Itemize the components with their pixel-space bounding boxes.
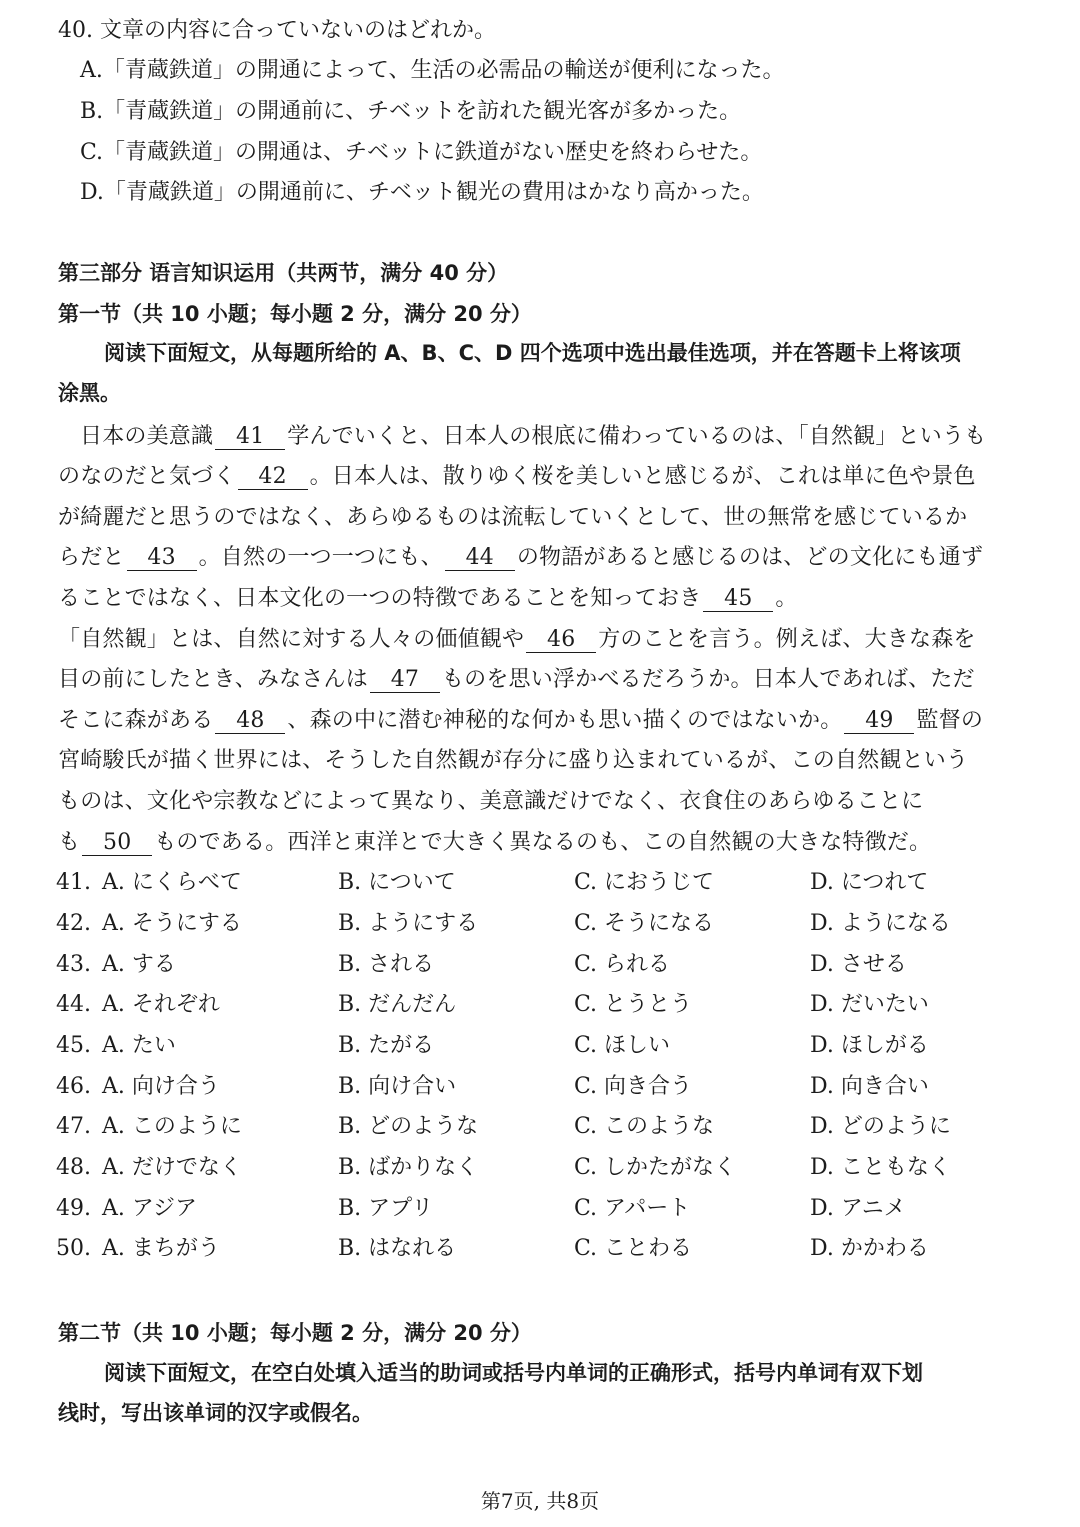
passage-line-4 — [58, 543, 983, 573]
choice-number: 46. — [56, 1074, 91, 1099]
choice-d: D. させる — [810, 952, 907, 977]
blank-48: 48 — [215, 709, 285, 734]
passage-text: のなのだと気づく — [58, 464, 236, 489]
choice-a: A. まちがう — [102, 1236, 220, 1261]
choice-a: A. そうにする — [102, 911, 242, 936]
choice-number: 50. — [56, 1236, 91, 1261]
blank-45: 45 — [703, 587, 773, 612]
passage-text: ものである。西洋と東洋とで大きく異なるのも、この自然観の大きな特徴だ。 — [154, 830, 932, 855]
passage-line-10: ものは、文化や宗教などによって異なり、美意識だけでなく、衣食住のあらゆることに — [58, 789, 924, 814]
choice-row-50 — [0, 1234, 1080, 1264]
choice-a: A. だけでなく — [102, 1155, 242, 1180]
blank-49: 49 — [844, 709, 914, 734]
choice-d: D. だいたい — [810, 992, 929, 1017]
choice-b: B. 向け合い — [338, 1074, 457, 1099]
choice-c: C. ほしい — [574, 1033, 671, 1058]
choice-row-47 — [0, 1112, 1080, 1142]
blank-43: 43 — [127, 546, 197, 571]
choice-d: D. につれて — [810, 870, 929, 895]
choice-number: 42. — [56, 911, 91, 936]
passage-line-8 — [58, 706, 983, 736]
blank-47: 47 — [370, 668, 440, 693]
choice-number: 45. — [56, 1033, 91, 1058]
choice-row-43 — [0, 950, 1080, 980]
choice-d: D. かかわる — [810, 1236, 929, 1261]
question-40-option-b: B.「青蔵鉄道」の開通前に、チベットを訪れた観光客が多かった。 — [80, 99, 742, 124]
choice-b: B. だんだん — [338, 992, 457, 1017]
choice-a: A. 向け合う — [102, 1074, 220, 1099]
choice-b: B. はなれる — [338, 1236, 457, 1261]
passage-text: 。自然の一つ一つにも、 — [198, 545, 443, 570]
choice-b: B. について — [338, 870, 456, 895]
choice-row-44 — [0, 990, 1080, 1020]
choice-c: C. そうになる — [574, 911, 715, 936]
choice-b: B. たがる — [338, 1033, 435, 1058]
passage-text: らだと — [58, 545, 125, 570]
section1-title: 第一节（共 10 小题；每小题 2 分，满分 20 分） — [58, 302, 532, 326]
question-40-option-a: A.「青蔵鉄道」の開通によって、生活の必需品の輸送が便利になった。 — [80, 58, 785, 83]
passage-text: 、森の中に潜む神秘的な何かも思い描くのではないか。 — [287, 708, 843, 733]
choice-b: B. どのような — [338, 1114, 479, 1139]
passage-text: ものを思い浮かべるだろうか。日本人であれば、ただ — [441, 667, 975, 692]
choice-b: B. ばかりなく — [338, 1155, 479, 1180]
blank-41: 41 — [215, 425, 285, 450]
choice-d: D. ようになる — [810, 911, 951, 936]
passage-line-1 — [80, 422, 986, 452]
passage-line-6 — [58, 625, 976, 655]
choice-row-42 — [0, 909, 1080, 939]
choice-a: A. アジア — [102, 1196, 197, 1221]
choice-c: C. ことわる — [574, 1236, 693, 1261]
choice-d: D. こともなく — [810, 1155, 951, 1180]
question-40-stem: 40. 文章の内容に合っていないのはどれか。 — [58, 18, 496, 43]
choice-number: 44. — [56, 992, 91, 1017]
passage-text: 監督の — [916, 708, 984, 733]
choice-number: 41. — [56, 870, 91, 895]
choice-d: D. どのように — [810, 1114, 951, 1139]
passage-text: も — [58, 830, 81, 855]
passage-text: 学んでいくと、日本人の根底に備わっているのは、「自然観」というも — [287, 424, 987, 449]
choice-row-46 — [0, 1072, 1080, 1102]
choice-row-45 — [0, 1031, 1080, 1061]
passage-text: 日本の美意識 — [80, 424, 214, 449]
choice-c: C. しかたがなく — [574, 1155, 737, 1180]
section2-instruction-cont: 线时，写出该单词的汉字或假名。 — [58, 1401, 373, 1425]
passage-line-2 — [58, 462, 976, 492]
choice-number: 48. — [56, 1155, 91, 1180]
choice-c: C. におうじて — [574, 870, 715, 895]
passage-text: 目の前にしたとき、みなさんは — [58, 667, 368, 692]
choice-a: A. たい — [102, 1033, 176, 1058]
choice-row-41 — [0, 868, 1080, 898]
passage-text: 。日本人は、散りゆく桜を美しいと感じるが、これは単に色や景色 — [309, 464, 976, 489]
choice-c: C. とうとう — [574, 992, 693, 1017]
choice-b: B. ようにする — [338, 911, 479, 936]
choice-a: A. それぞれ — [102, 992, 220, 1017]
passage-text: 方のことを言う。例えば、大きな森を — [598, 627, 976, 652]
choice-d: D. アニメ — [810, 1196, 906, 1221]
question-40-option-c: C.「青蔵鉄道」の開通は、チベットに鉄道がない歴史を終わらせた。 — [80, 140, 763, 165]
choice-a: A. する — [102, 952, 176, 977]
choice-d: D. 向き合い — [810, 1074, 929, 1099]
section1-instruction-cont: 涂黑。 — [58, 381, 121, 405]
page-number: 第7页, 共8页 — [480, 1489, 600, 1513]
passage-text: の物語があると感じるのは、どの文化にも通ず — [516, 545, 984, 570]
choice-number: 47. — [56, 1114, 91, 1139]
choice-number: 49. — [56, 1196, 91, 1221]
blank-46: 46 — [526, 628, 596, 653]
choice-c: C. アパート — [574, 1196, 691, 1221]
question-40-option-d: D.「青蔵鉄道」の開通前に、チベット観光の費用はかなり高かった。 — [80, 180, 764, 205]
choice-b: B. アプリ — [338, 1196, 434, 1221]
passage-line-7 — [58, 665, 975, 695]
passage-line-11 — [58, 828, 931, 858]
passage-text: 「自然観」とは、自然に対する人々の価値観や — [58, 627, 525, 652]
choice-a: A. このように — [102, 1114, 242, 1139]
blank-42: 42 — [238, 465, 308, 490]
choice-c: C. このような — [574, 1114, 715, 1139]
section2-instruction: 阅读下面短文，在空白处填入适当的助词或括号内单词的正确形式，括号内单词有双下划 — [104, 1361, 923, 1385]
choice-d: D. ほしがる — [810, 1033, 929, 1058]
passage-line-9: 宮崎駿氏が描く世界には、そうした自然観が存分に盛り込まれているが、この自然観という — [58, 748, 969, 773]
passage-line-3: が綺麗だと思うのではなく、あらゆるものは流転していくとして、世の無常を感じているか — [58, 505, 968, 530]
choice-row-48 — [0, 1153, 1080, 1183]
section2-title: 第二节（共 10 小题；每小题 2 分，满分 20 分） — [58, 1321, 532, 1345]
choice-row-49 — [0, 1194, 1080, 1224]
choice-number: 43. — [56, 952, 91, 977]
blank-44: 44 — [445, 546, 515, 571]
choice-a: A. にくらべて — [102, 870, 242, 895]
blank-50: 50 — [82, 831, 152, 856]
passage-text: 。 — [775, 586, 798, 611]
passage-text: そこに森がある — [58, 708, 214, 733]
passage-line-5 — [58, 584, 798, 614]
choice-c: C. られる — [574, 952, 671, 977]
passage-text: ることではなく、日本文化の一つの特徴であることを知っておき — [58, 586, 702, 611]
part3-title: 第三部分 语言知识运用（共两节，满分 40 分） — [58, 261, 509, 285]
choice-b: B. される — [338, 952, 435, 977]
section1-instruction: 阅读下面短文，从每题所给的 A、B、C、D 四个选项中选出最佳选项，并在答题卡上将该项 — [104, 341, 961, 365]
choice-c: C. 向き合う — [574, 1074, 693, 1099]
